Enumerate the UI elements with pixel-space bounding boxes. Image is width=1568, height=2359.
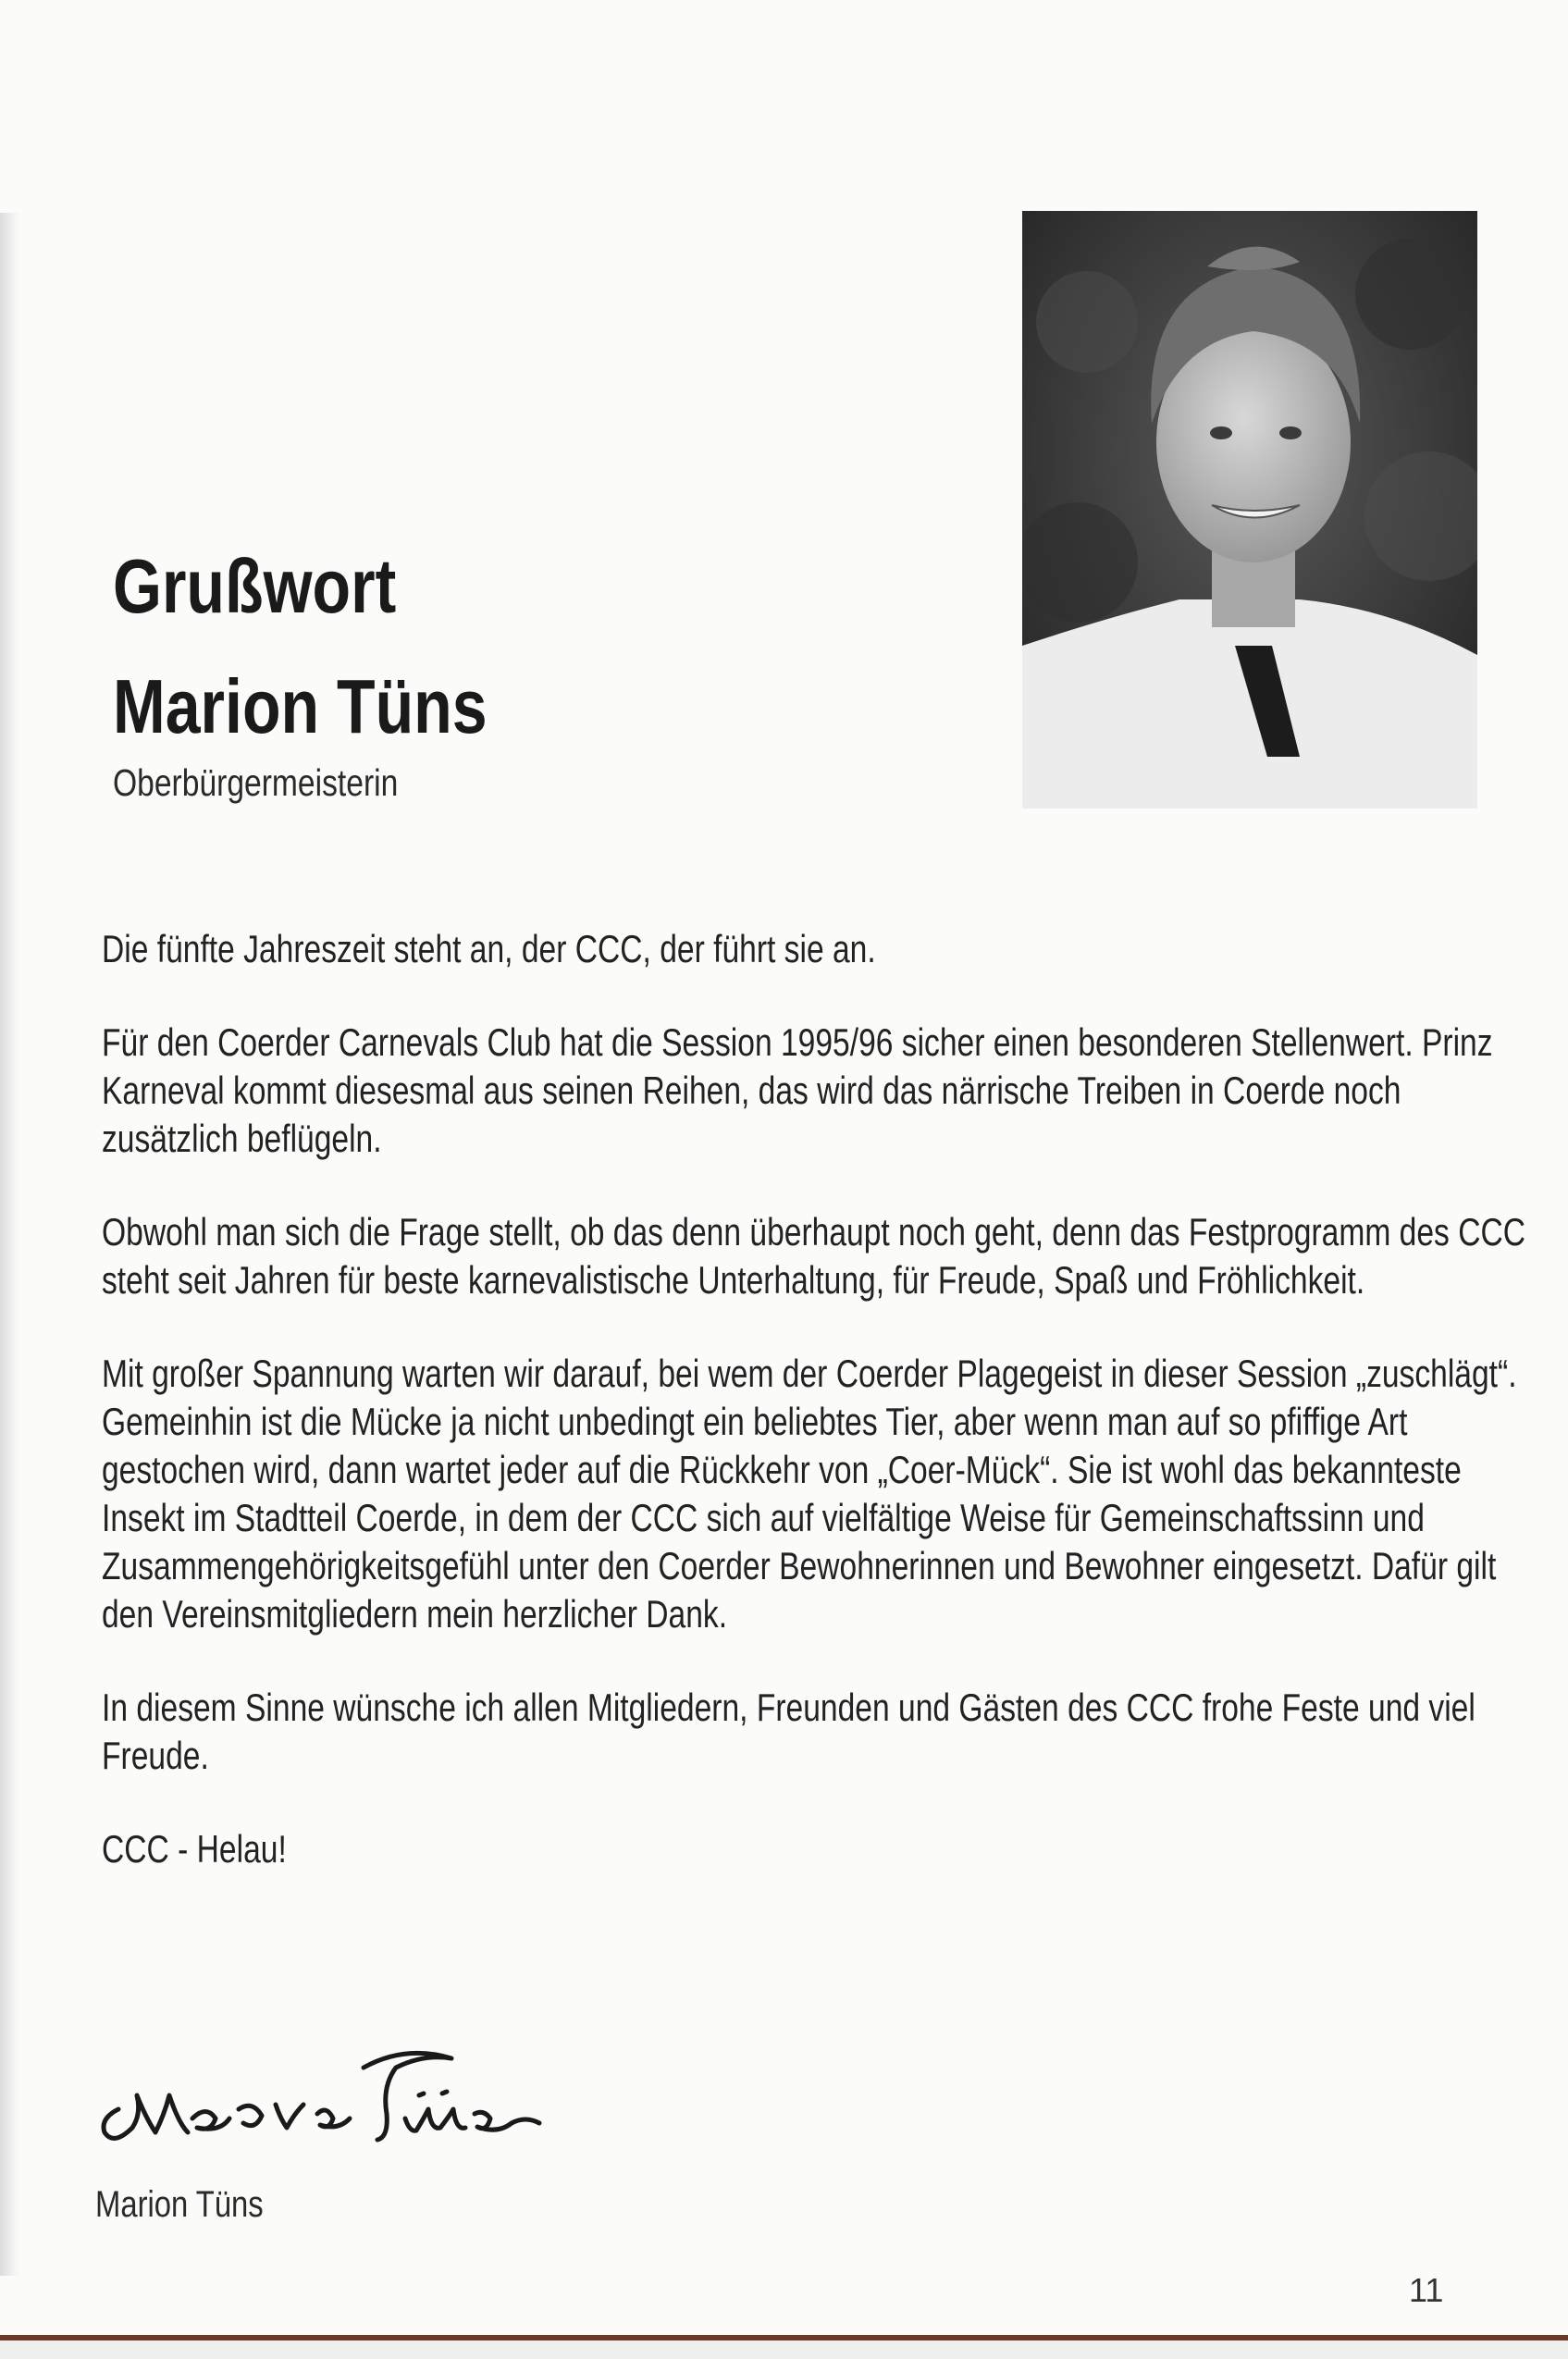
page-edge-shadow bbox=[0, 213, 20, 2276]
paragraph: In diesem Sinne wünsche ich allen Mitgliedern, Freunden und Gästen des CCC frohe Feste und viel Freude. bbox=[102, 1686, 1475, 1777]
page-number: 11 bbox=[1409, 2271, 1444, 2309]
signer-name: Marion Tüns bbox=[95, 2184, 264, 2225]
paragraph: Obwohl man sich die Frage stellt, ob das denn überhaupt noch geht, denn das Festprogramm des CCC steht seit Jahren für beste karnevalistische Unterhaltung, für Freude, Spaß und Fröhlichkeit. bbox=[102, 1210, 1525, 1302]
greeting-title: Grußwort bbox=[113, 543, 397, 629]
paragraph: Die fünfte Jahreszeit steht an, der CCC, der führt sie an. bbox=[102, 927, 876, 970]
author-name-heading: Marion Tüns bbox=[113, 663, 488, 749]
bottom-strip bbox=[0, 2340, 1568, 2359]
paragraph: Mit großer Spannung warten wir darauf, bei wem der Coerder Plagegeist in dieser Session „zuschlägt“. Gemeinhin ist die Mücke ja nicht unbedingt ein beliebtes Tier, aber wenn man auf so pfiffige Art gestochen wird, dann wartet jeder auf die Rückkehr von „Coer-Mück“. Sie ist wohl das bekannteste Insekt im Stadtteil Coerde, in dem der CCC sich auf vielfältige Weise für Gemeinschaftssinn und Zusammengehörigkeitsgefühl unter den Coerder Bewohnerinnen und Bewohner eingesetzt. Dafür gilt den Vereinsmitgliedern mein herzlicher Dank. bbox=[102, 1352, 1517, 1636]
letter-body bbox=[102, 925, 1537, 1919]
portrait-photo bbox=[1022, 211, 1477, 809]
paragraph: CCC - Helau! bbox=[102, 1827, 287, 1871]
author-role: Oberbürgermeisterin bbox=[113, 761, 399, 804]
handwritten-signature bbox=[91, 2031, 590, 2155]
paragraph: Für den Coerder Carnevals Club hat die Session 1995/96 sicher einen besonderen Stellenwert. Prinz Karneval kommt diesesmal aus seinen Reihen, das wird das närrische Treiben in Coerde noch zusätzlich beflügeln. bbox=[102, 1020, 1493, 1160]
